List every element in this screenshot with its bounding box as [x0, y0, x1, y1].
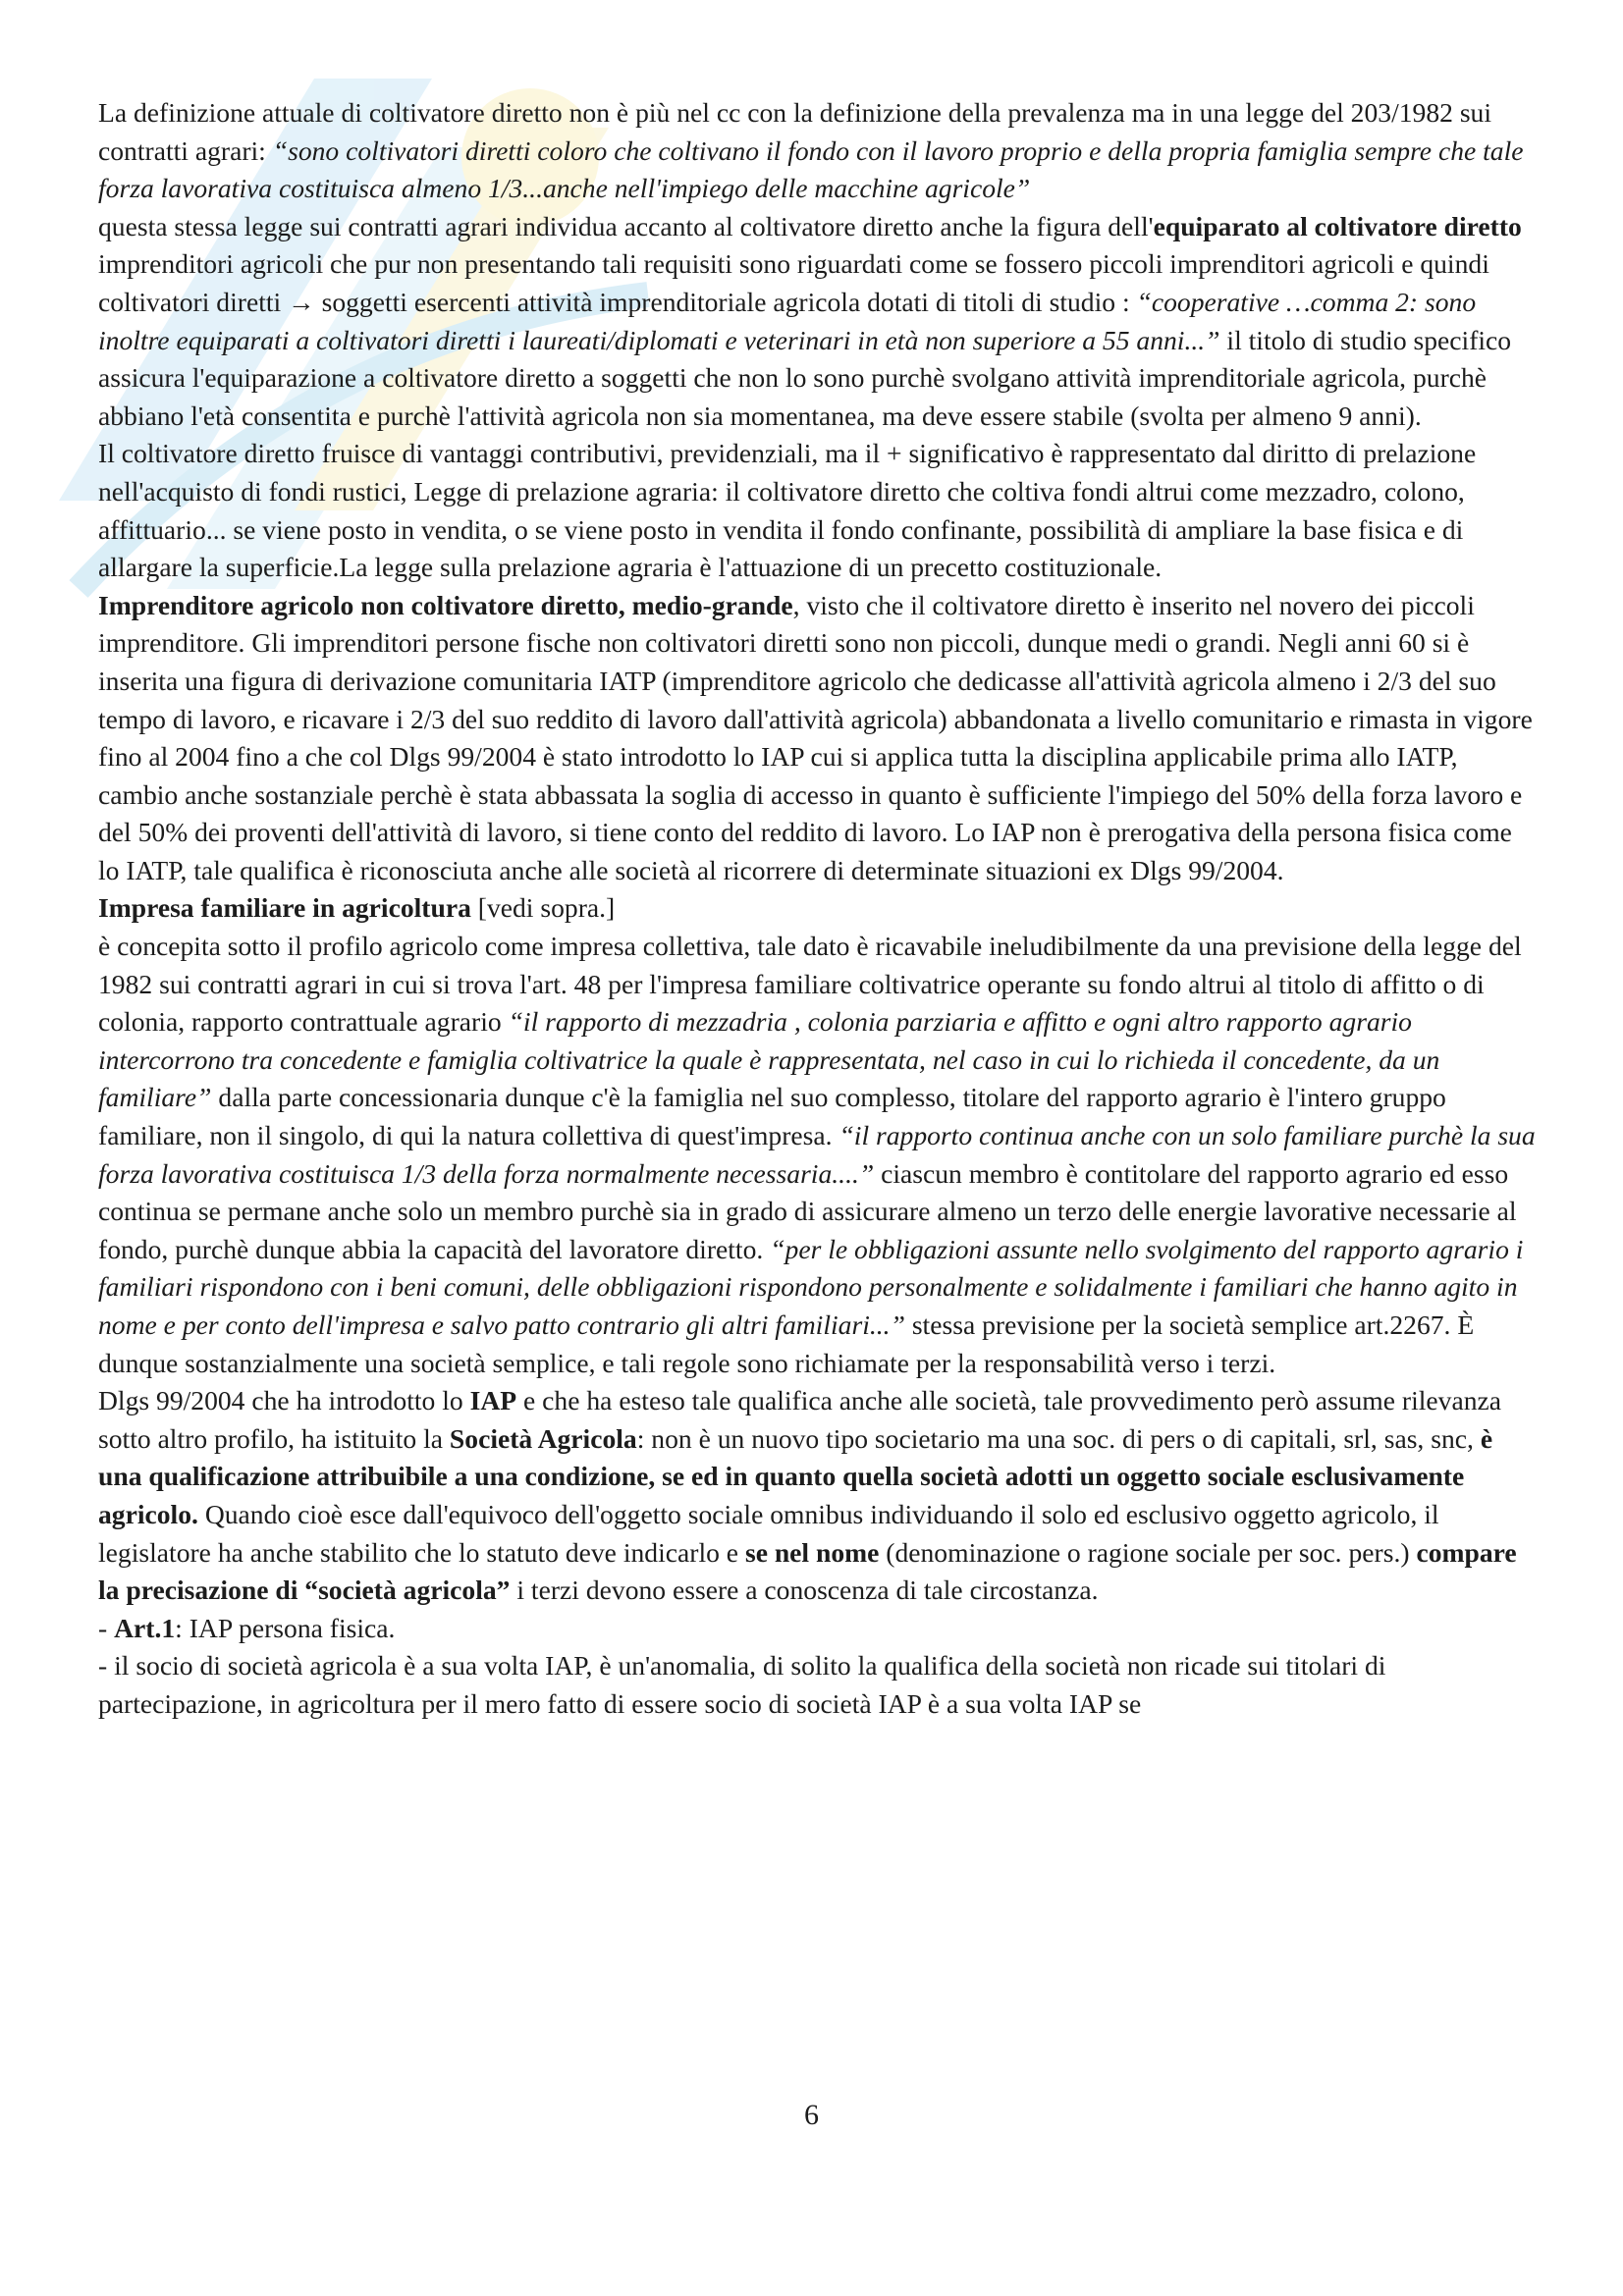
list-item-art1: - Art.1: IAP persona fisica.	[98, 1612, 396, 1643]
page-number: 6	[804, 2099, 819, 2131]
heading-impresa-familiare: Impresa familiare in agricoltura [vedi sopra.]	[98, 892, 616, 924]
paragraph-societa-agricola: Dlgs 99/2004 che ha introdotto lo IAP e che ha esteso tale qualifica anche alle società, tale provvedimento però assume rilevanza sotto altro profilo, ha istituito la Società Agricola: non è un nuovo tipo societario ma una soc. di pers o di capitali, srl, sas, snc, è una qualificazione attribuibile a una condizione, se ed in quanto quella società adotti un oggetto sociale esclusivamente agricolo. Quando cioè esce dall'equivoco dell'oggetto sociale omnibus individuando il solo ed esclusivo oggetto agricolo, il legislatore ha anche stabilito che lo statuto deve indicarlo e se nel nome (denominazione o ragione sociale per soc. pers.) compare la precisazione di “società agricola” i terzi devono essere a conoscenza di tale circostanza.	[98, 1385, 1517, 1606]
paragraph-equiparato: questa stessa legge sui contratti agrari individua accanto al coltivatore diretto anche la figura dell'equiparato al coltivatore diretto imprenditori agricoli che pur non presentando tali requisiti sono riguardati come se fossero piccoli imprenditori agricoli e quindi coltivatori diretti → soggetti esercenti attività imprenditoriale agricola dotati di titoli di studio : “cooperative …comma 2: sono inoltre equiparati a coltivatori diretti i laureati/diplomati e veterinari in età non superiore a 55 anni...” il titolo di studio specifico assicura l'equiparazione a coltivatore diretto a soggetti che non lo sono purchè svolgano attività imprenditoriale agricola, purchè abbiano l'età consentita e purchè l'attività agricola non sia momentanea, ma deve essere stabile (svolta per almeno 9 anni).	[98, 210, 1522, 431]
list-item-socio-iap: - il socio di società agricola è a sua volta IAP, è un'anomalia, di solito la qualifica della società non ricade sui titolari di partecipazione, in agricoltura per il mero fatto di essere socio di società IAP è a sua volta IAP se	[98, 1650, 1386, 1719]
paragraph-imprenditore-medio-grande: Imprenditore agricolo non coltivatore diretto, medio-grande, visto che il coltivatore diretto è inserito nel novero dei piccoli imprenditore. Gli imprenditori persone fische non coltivatori diretti sono non piccoli, dunque medi o grandi. Negli anni 60 si è inserita una figura di derivazione comunitaria IATP (imprenditore agricolo che dedicasse all'attività agricola almeno i 2/3 del suo tempo di lavoro, e ricavare i 2/3 del suo reddito di lavoro dall'attività agricola) abbandonata a livello comunitario e rimasta in vigore fino al 2004 fino a che col Dlgs 99/2004 è stato introdotto lo IAP cui si applica tutta la disciplina applicabile prima allo IATP, cambio anche sostanziale perchè è stata abbassata la soglia di accesso in quanto è sufficiente l'impiego del 50% della forza lavoro e del 50% dei proventi dell'attività di lavoro, si tiene conto del reddito di lavoro. Lo IAP non è prerogativa della persona fisica come lo IATP, tale qualifica è riconosciuta anche alle società al ricorrere di determinate situazioni ex Dlgs 99/2004.	[98, 589, 1533, 885]
paragraph-definition: La definizione attuale di coltivatore diretto non è più nel cc con la definizione della prevalenza ma in una legge del 203/1982 sui contratti agrari: “sono coltivatori diretti coloro che coltivano il fondo con il lavoro proprio e della propria famiglia sempre che tale forza lavorativa costituisca almeno 1/3...anche nell'impiego delle macchine agricole”	[98, 97, 1524, 204]
paragraph-prelazione: Il coltivatore diretto fruisce di vantaggi contributivi, previdenziali, ma il + significativo è rappresentato dal diritto di prelazione nell'acquisto di fondi rustici, Legge di prelazione agraria: il coltivatore diretto che coltiva fondi altrui come mezzadro, colono, affittuario... se viene posto in vendita, o se viene posto in vendita il fondo confinante, possibilità di ampliare la base fisica e di allargare la superficie.La legge sulla prelazione agraria è l'attuazione di un precetto costituzionale.	[98, 438, 1477, 583]
paragraph-impresa-collettiva: è concepita sotto il profilo agricolo come impresa collettiva, tale dato è ricavabile ineludibilmente da una previsione della legge del 1982 sui contratti agrari in cui si trova l'art. 48 per l'impresa familiare coltivatrice operante su fondo altrui al titolo di affitto o di colonia, rapporto contrattuale agrario “il rapporto di mezzadria , colonia parziaria e affitto e ogni altro rapporto agrario intercorrono tra concedente e famiglia coltivatrice la quale è rappresentata, nel caso in cui lo richieda il concedente, da un familiare” dalla parte concessionaria dunque c'è la famiglia nel suo complesso, titolare del rapporto agrario è l'intero gruppo familiare, non il singolo, di qui la natura collettiva di quest'impresa. “il rapporto continua anche con un solo familiare purchè la sua forza lavorativa costituisca 1/3 della forza normalmente necessaria....” ciascun membro è contitolare del rapporto agrario ed esso continua se permane anche solo un membro purchè sia in grado di assicurare almeno un terzo delle energie lavorative necessarie al fondo, purchè dunque abbia la capacità del lavoratore diretto. “per le obbligazioni assunte nello svolgimento del rapporto agrario i familiari rispondono con i beni comuni, delle obbligazioni rispondono personalmente e solidalmente i familiari che hanno agito in nome e per conto dell'impresa e salvo patto contrario gli altri familiari...” stessa previsione per la società semplice art.2267. È dunque sostanzialmente una società semplice, e tali regole sono richiamate per la responsabilità verso i terzi.	[98, 931, 1536, 1378]
document-body	[98, 94, 1537, 1724]
